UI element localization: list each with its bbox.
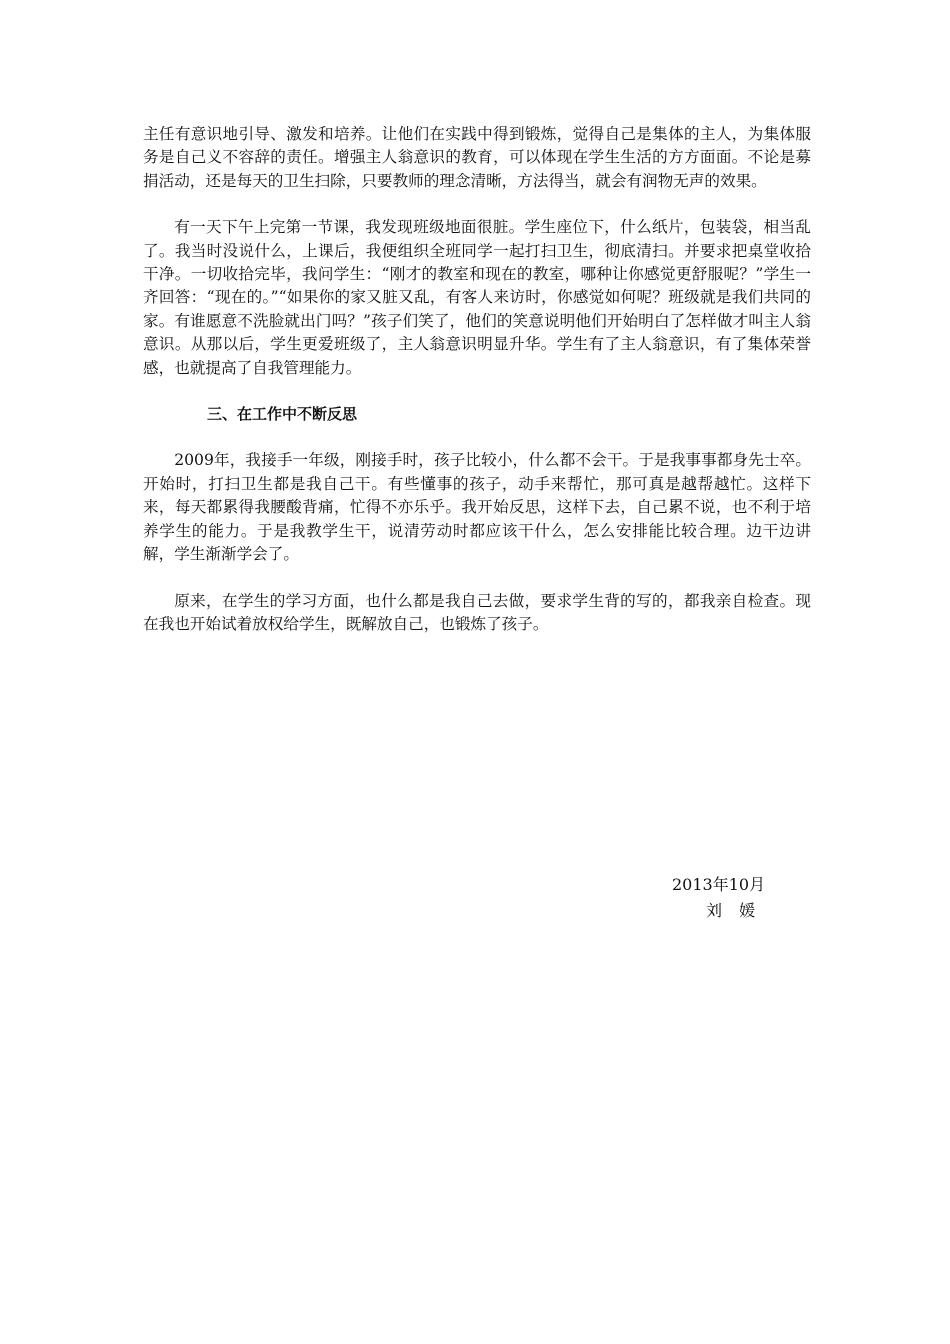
paragraph-conclusion: 原来，在学生的学习方面，也什么都是我自己去做，要求学生背的写的，都我亲自检查。现在我也开始试着放权给学生，既解放自己，也锻炼了孩子。 [143, 591, 811, 633]
signature-name: 刘 媛 [706, 901, 762, 920]
paragraph-spacer [143, 380, 811, 403]
document-body [143, 123, 811, 636]
paragraph-reflection: 2009年，我接手一年级，刚接手时，孩子比较小，什么都不会干。于是我事事都身先士卒。开始时，打扫卫生都是我自己干。有些懂事的孩子，动手来帮忙，那可真是越帮越忙。这样下来，每天都累得我腰酸背痛，忙得不亦乐乎。我开始反思，这样下去，自己累不说，也不利于培养学生的能力。于是我教学生干，说清劳动时都应该干什么，怎么安排能比较合理。边干边讲解，学生渐渐学会了。 [143, 451, 811, 564]
signature-date: 2013年10月 [672, 875, 766, 894]
paragraph-continuation: 主任有意识地引导、激发和培养。让他们在实践中得到锻炼，觉得自己是集体的主人，为集体服务是自己义不容辞的责任。增强主人翁意识的教育，可以体现在学生生活的方方面面。不论是募捐活动，还是每天的卫生扫除，只要教师的理念清晰，方法得当，就会有润物无声的效果。 [143, 125, 811, 190]
paragraph-spacer [143, 567, 811, 590]
section-heading: 三、在工作中不断反思 [207, 405, 358, 424]
paragraph-spacer [143, 193, 811, 216]
signature-block [672, 872, 872, 924]
paragraph-spacer [143, 426, 811, 449]
paragraph-classroom-cleaning: 有一天下午上完第一节课，我发现班级地面很脏。学生座位下，什么纸片，包装袋，相当乱了。我当时没说什么，上课后，我便组织全班同学一起打扫卫生，彻底清扫。并要求把桌堂收拾干净。一切收拾完毕，我问学生：“刚才的教室和现在的教室，哪种让你感觉更舒服呢？”学生一齐回答：“现在的。”“如果你的家又脏又乱，有客人来访时，你感觉如何呢？班级就是我们共同的家。有谁愿意不洗脸就出门吗？”孩子们笑了，他们的笑意说明他们开始明白了怎样做才叫主人翁意识。从那以后，学生更爱班级了，主人翁意识明显升华。学生有了主人翁意识，有了集体荣誉感，也就提高了自我管理能力。 [143, 218, 811, 377]
